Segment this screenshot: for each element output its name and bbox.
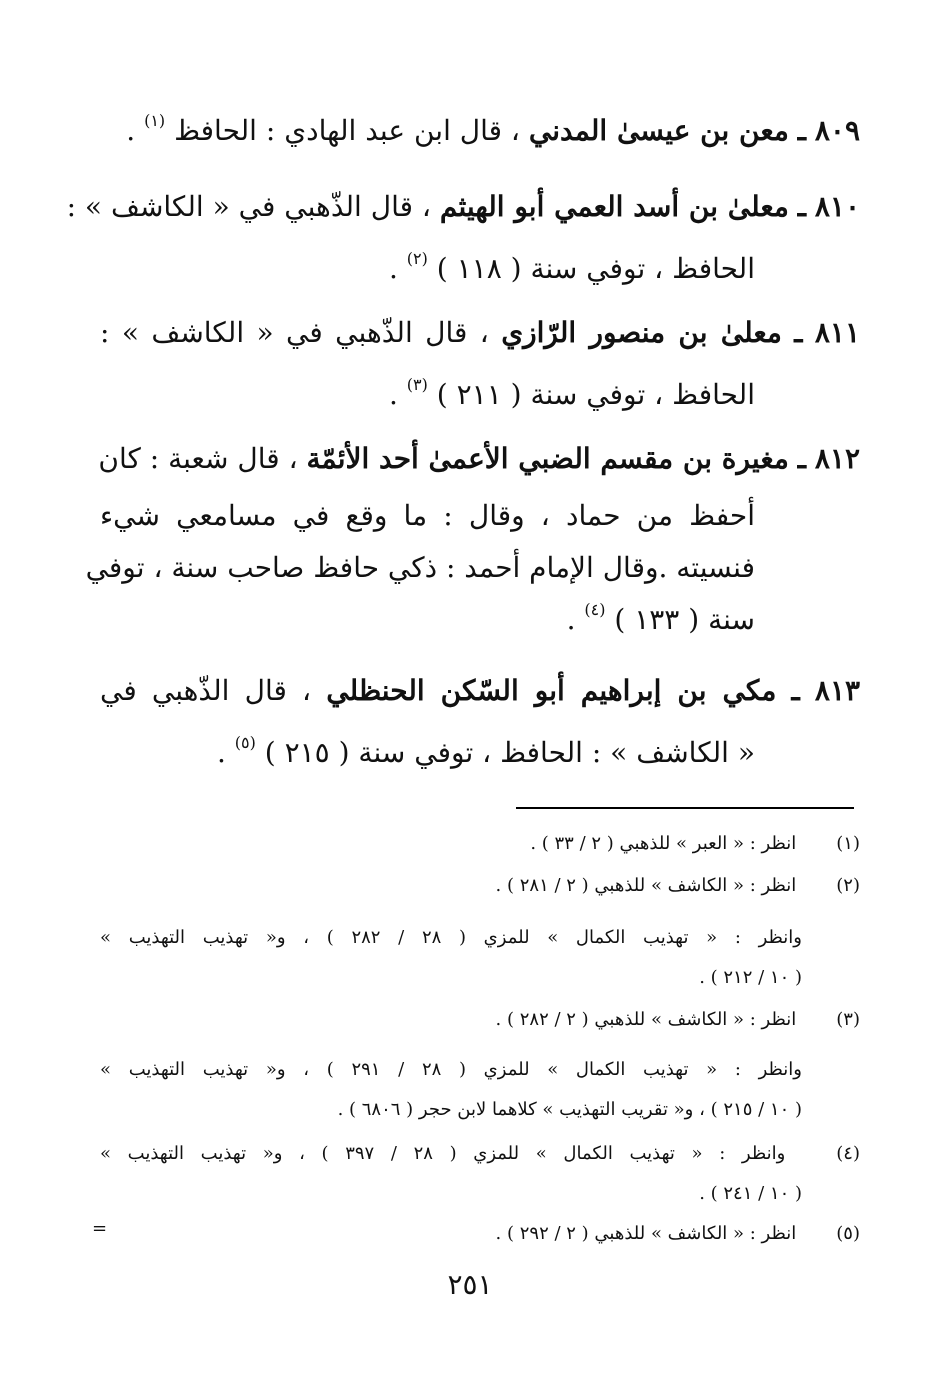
entry-dash: ـ	[791, 674, 800, 707]
entry-line	[100, 722, 860, 784]
entry-line	[100, 364, 860, 426]
entry-number: ٨٠٩	[814, 114, 860, 147]
entry-dash: ـ	[794, 316, 803, 349]
entry-line	[100, 428, 860, 490]
footnote-line: ( ١٠ / ٢١٢ ) .	[699, 967, 802, 988]
entry-name: معلىٰ بن أسد العمي أبو الهيثم	[439, 190, 789, 223]
entry-813	[100, 660, 860, 784]
entry-text: .	[126, 114, 136, 147]
entry-809	[100, 100, 860, 162]
page-number: ٢٥١	[447, 1268, 493, 1301]
footnote-2-continued	[100, 918, 860, 998]
entry-line	[100, 594, 860, 646]
footnote-ref: (٥)	[234, 733, 256, 752]
footnote-1	[100, 824, 860, 864]
footnote-marker: (١)	[836, 833, 860, 854]
entry-text: ، قال شعبة : كان	[98, 442, 298, 475]
footnote-ref: (١)	[144, 111, 166, 130]
entry-text: « الكاشف » : الحافظ ، توفي سنة ( ٢١٥ )	[264, 736, 755, 769]
footnote-line: ( ١٠ / ٢١٥ ) ، و« تقريب التهذيب » كلاهما لابن حجر ( ٦٨٠٦ ) .	[337, 1099, 802, 1120]
footnote-marker: (٣)	[836, 1009, 860, 1030]
footnote-text: انظر : « الكاشف » للذهبي ( ٢ / ٢٨٢ ) .	[495, 1009, 797, 1030]
entry-811	[100, 302, 860, 426]
entry-name: معن بن عيسىٰ المدني	[528, 114, 789, 147]
entry-text: الحافظ ، توفي سنة ( ١١٨ )	[436, 252, 755, 285]
footnote-text: انظر : « العبر » للذهبي ( ٢ / ٣٣ ) .	[530, 833, 797, 854]
entry-line	[100, 302, 860, 364]
footnote-line: ( ١٠ / ٢٤١ ) .	[699, 1183, 802, 1204]
entry-dash: ـ	[797, 114, 806, 147]
footnote-marker: (٢)	[836, 875, 860, 896]
entry-text: الحافظ ، توفي سنة ( ٢١١ )	[436, 378, 755, 411]
continuation-mark: =	[92, 1218, 108, 1239]
footnote-line	[100, 1134, 860, 1174]
entry-name: مغيرة بن مقسم الضبي الأعمىٰ أحد الأئمّة	[306, 442, 789, 475]
entry-text: .	[566, 603, 576, 636]
entry-text: .	[388, 378, 398, 411]
footnote-text: انظر : « الكاشف » للذهبي ( ٢ / ٢٩٢ ) .	[495, 1223, 797, 1244]
footnote-line: وانظر : « تهذيب الكمال » للمزي ( ٢٨ / ٢٨٢ ) ، و« تهذيب التهذيب »	[100, 927, 802, 948]
entry-text: .	[388, 252, 398, 285]
footnote-ref: (٢)	[406, 249, 428, 268]
footnote-3	[100, 1000, 860, 1040]
footnote-line	[100, 866, 860, 906]
entry-line	[100, 238, 860, 300]
entry-number: ٨١٣	[814, 674, 861, 707]
entry-line	[66, 176, 860, 238]
footnote-marker: (٥)	[836, 1223, 860, 1244]
footnote-line	[100, 1000, 860, 1040]
footnote-line: وانظر : « تهذيب الكمال » للمزي ( ٢٨ / ٢٩١ ) ، و« تهذيب التهذيب »	[100, 1059, 802, 1080]
entry-text: ، قال ابن عبد الهادي : الحافظ	[174, 114, 520, 147]
footnote-ref: (٤)	[584, 600, 606, 619]
entry-dash: ـ	[797, 190, 806, 223]
entry-text: أحفظ من حماد ، وقال : ما وقع في مسامعي شيء	[100, 499, 755, 532]
footnote-marker: (٤)	[836, 1143, 860, 1164]
entry-810	[66, 176, 860, 300]
footnote-line	[100, 1214, 860, 1254]
footnote-5	[100, 1214, 860, 1254]
entry-name: معلىٰ بن منصور الرّازي	[501, 316, 782, 349]
entry-dash: ـ	[797, 442, 806, 475]
entry-text: فنسيته .وقال الإمام أحمد : ذكي حافظ صاحب سنة ، توفي	[85, 551, 755, 584]
footnote-separator	[516, 807, 854, 809]
entry-text: .	[216, 736, 226, 769]
footnote-2	[100, 866, 860, 906]
entry-text: سنة ( ١٣٣ )	[614, 603, 755, 636]
footnote-4	[100, 1134, 860, 1214]
entry-line	[100, 660, 860, 722]
entry-line	[85, 542, 860, 594]
entry-text: ، قال الذّهبي في « الكاشف » :	[66, 190, 431, 223]
entry-number: ٨١٠	[814, 190, 860, 223]
entry-text: ، قال الذّهبي في	[100, 674, 312, 707]
entry-number: ٨١٢	[814, 442, 860, 475]
footnote-text: انظر : « الكاشف » للذهبي ( ٢ / ٢٨١ ) .	[495, 875, 797, 896]
entry-line	[100, 100, 860, 162]
footnote-text: وانظر : « تهذيب الكمال » للمزي ( ٢٨ / ٣٩٧ ) ، و« تهذيب التهذيب »	[100, 1143, 786, 1164]
footnote-ref: (٣)	[406, 375, 428, 394]
entry-line	[100, 490, 860, 542]
entry-name: مكي بن إبراهيم أبو السّكن الحنظلي	[326, 674, 777, 707]
entry-812	[85, 428, 860, 646]
entry-text: ، قال الذّهبي في « الكاشف » :	[100, 316, 489, 349]
entry-number: ٨١١	[814, 316, 861, 349]
footnote-3-continued	[100, 1050, 860, 1130]
footnote-line	[100, 824, 860, 864]
